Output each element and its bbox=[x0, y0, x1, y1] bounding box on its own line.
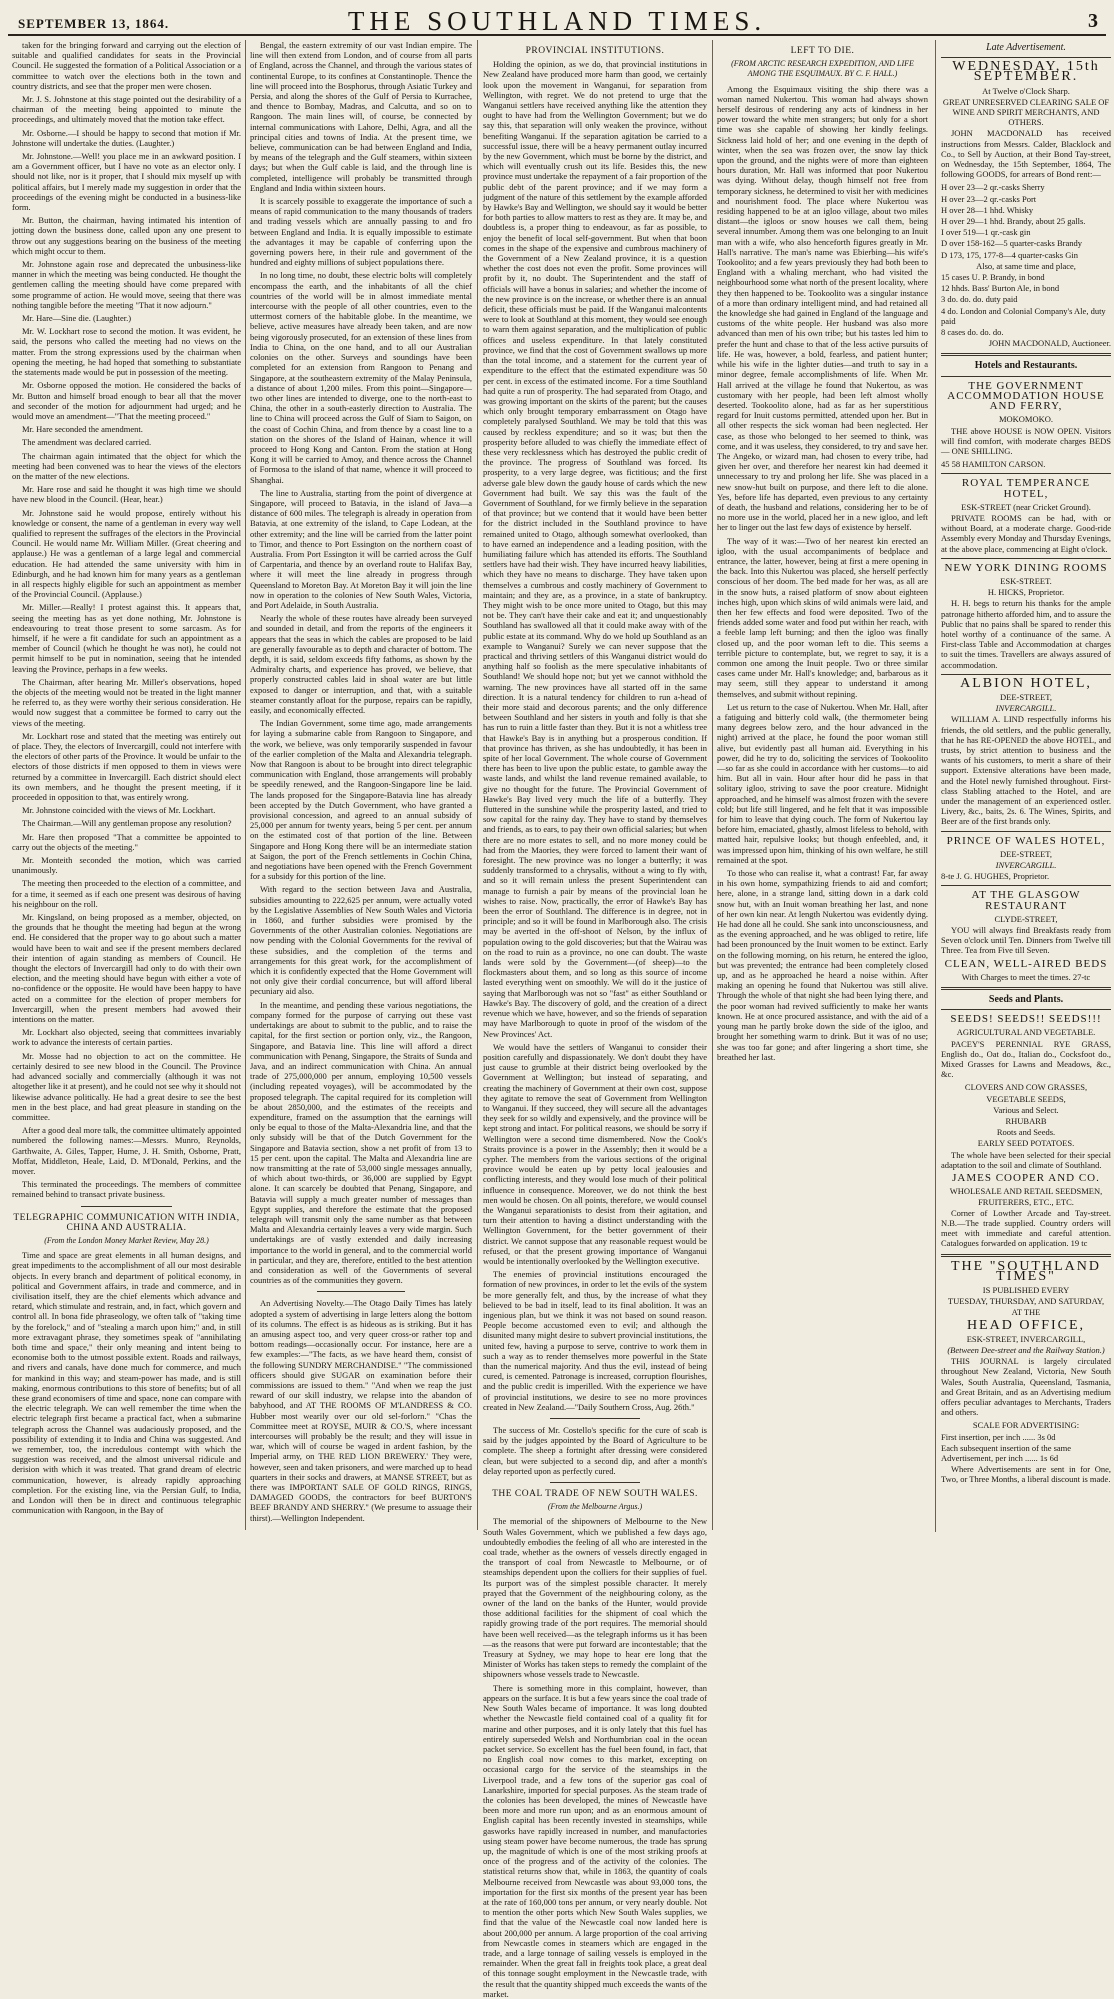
ad-body: The whole have been selected for their special adaptation to the soil and climate of Southland. bbox=[941, 1149, 1111, 1170]
ad-line: ESK-STREET, INVERCARGILL, bbox=[966, 1333, 1086, 1344]
ad-signature: JOHN MACDONALD, Auctioneer. bbox=[988, 338, 1111, 349]
paragraph: It is scarcely possible to exaggerate the importance of such a means of rapid communication to the many thousands of traders and trading vessels which are annually passing to and fro between England and India. It is equally impossible to estimate the advantages it may be capable of conferring upon the governing powers here, in their rule and government of the hundred and eighty millions of subject populations there. bbox=[250, 196, 472, 268]
ad-item: 15 cases U. P. Brandy, in bond bbox=[941, 272, 1045, 283]
column-1 bbox=[12, 40, 241, 1532]
paragraph: The amendment was declared carried. bbox=[22, 437, 152, 448]
paragraph: The Chairman.—Will any gentleman propose any resolution? bbox=[22, 818, 232, 829]
article-body bbox=[483, 1516, 707, 1999]
paragraph: Mr. J. S. Johnstone at this stage pointed out the desirability of a chairman of the meeting being appointed to minute the proceedings, and ultimately moved that the motion take effect. bbox=[12, 94, 241, 125]
meeting-report bbox=[12, 40, 241, 1200]
ad-town: INVERCARGILL. bbox=[995, 703, 1057, 714]
ad-place: ESK-STREET (near Cricket Ground). bbox=[961, 501, 1091, 512]
ad-line: VEGETABLE SEEDS, bbox=[986, 1093, 1066, 1104]
ad-signature: 45 58 HAMILTON CARSON. bbox=[941, 459, 1046, 470]
ad-items bbox=[941, 272, 1111, 337]
ad-time: At Twelve o'Clock Sharp. bbox=[982, 85, 1070, 96]
ad-body: Corner of Lowther Arcade and Tay-street. N.B.—The trade supplied. Country orders will meet with immediate and careful attention. Catalogues forwarded on application. 19 tc bbox=[941, 1207, 1111, 1249]
paragraph: Mr. W. Lockhart rose to second the motion. It was evident, he said, the persons who called the meeting had no views on the matter. From the strong expressions used by the chairman when opening the meeting, he had hoped that something to substantiate the statements made would be put in possession of the meeting. bbox=[12, 326, 241, 378]
divider bbox=[941, 558, 1111, 559]
ad-item: 4 do. London and Colonial Company's Ale, duty paid bbox=[941, 305, 1106, 326]
ad-line: (Between Dee-street and the Railway Station.) bbox=[947, 1344, 1105, 1355]
divider bbox=[550, 1418, 640, 1419]
ad-line: Roots and Seeds. bbox=[996, 1127, 1056, 1138]
article-source: (FROM ARCTIC RESEARCH EXPEDITION, AND LIFE AMONG THE ESQUIMAUX. BY C. F. HALL.) bbox=[731, 59, 914, 79]
paragraph: This terminated the proceedings. The members of committee remained behind to transact private business. bbox=[12, 1179, 241, 1200]
ad-heading: ROYAL TEMPERANCE HOTEL, bbox=[961, 477, 1091, 500]
paragraph: Nearly the whole of these routes have already been surveyed and sounded in detail, and from the reports of the engineers it appears that the seas in which the cables are proposed to be laid are generally favourable as to depth and character of bottom. The depth, it is said, seldom exceeds fifty fathoms, as shown by the Admiralty charts, and experience has proved, we believe, that properly constructed cables laid in shoal water are but little exposed to danger or interruption, and that, with a suitable steamer constantly afloat for the purpose, repairs can be rapidly, easily, and economically effected. bbox=[250, 613, 472, 715]
ad-body: WILLIAM A. LIND respectfully informs his friends, the old settlers, and the public generally, that he has RE-OPENED the above HOTEL, and trusts, by strict attention to business and the wants of his customers, to merit a share of their support. Extensive alterations have been made, and the Hotel newly furnished throughout. First-class Stabling attached to the Hotel, and are under the management of an experienced ostler. Livery, &c., baits, 2s. 6. The Wines, Spirits, and Beer are of the first brands only. bbox=[941, 714, 1111, 827]
ad-place: DEE-STREET, bbox=[999, 691, 1052, 702]
ad-item: D over 158-162—5 quarter-casks Brandy bbox=[941, 238, 1082, 249]
ad-body: JOHN MACDONALD has received instructions from Messrs. Calder, Blacklock and Co., to Sell by Auction, at their Bond Tay-street, on Wednesday, the 15th September, 1864, The following GOODS, for arrears of Bond rent:— bbox=[941, 128, 1111, 180]
paragraph: The chairman again intimated that the object for which the meeting had been convened was to hear the views of the electors on the matter of the new elections. bbox=[12, 450, 241, 481]
paragraph: Time and space are great elements in all human designs, and great impediments to the accomplishment of all our most desirable objects. In every branch and department of political economy, in political and Government affairs, in trade and commerce, and in civilisation itself, they are the chief elements which advance and retard, which stimulate and restrain, and, in fact, which govern and control all. In bona fide phraseology, we often talk of "taking time by the forelock," and of "stealing a march upon him;" and, in still more extravagant phrase, they sometimes speak of "annihilating both time and space," their only meaning and intent being to economise both to the utmost possible extent. Roads and railways, and rivers and canals, have done much for commerce, and much for mankind in this way; and steam-power has made, and is still making, enormous contributions to this store of benefits; but of all these grand economisers of time and space, none can compare with the electric telegraph. We can well remember the time when the electric telegraph first became a practical fact, when a submarine telegraph across the Channel was audaciously proposed, and the possibility of extending it to India and China was suggested. And we remember, too, the incredulous contempt with which the suggestion was received, and the almost universal ridicule and derision with which it was treated. That grand dream of electric communication, however, is already rapidly approaching completion. For the existing line, via the Persian Gulf, to India, and London will then be in direct and continuous telegraphic communication with Rangoon, in the Bay of bbox=[12, 1250, 241, 1516]
paragraph: The Chairman, after hearing Mr. Miller's observations, hoped the objects of the meeting would not be treated in the light manner he referred to, as they were worthy their serious consideration. He would now suggest that a committee be formed to carry out the views of the meeting. bbox=[12, 676, 241, 728]
column-3 bbox=[483, 40, 707, 1999]
paragraph: Mr. Osborne opposed the motion. He considered the backs of Mr. Button and himself broad enough to bear all that the mover and seconder of the motion for adjournment had urged; and he would move an amendment—"That the meeting proceed." bbox=[12, 380, 241, 421]
paragraph: Mr. Osborne.—I should be happy to second that motion if Mr. Johnstone will undertake the duties. (Laughter.) bbox=[12, 127, 241, 148]
paragraph: Mr. Kingsland, on being proposed as a member, objected, on the grounds that he thought the meeting had begun at the wrong end. He considered that the proper way to go about such a matter would have been to wait and see if the present members declared their intention of again standing as members of Council. He thought the electors of Invercargill had only to do with their own election, and the meeting should have begun with either a vote of no-confidence or the opposite. He would have been happy to have acted on a committee for the election of proper members for Invercargill, when the present members had avowed their intentions on the matter. bbox=[12, 912, 241, 1025]
ad-heading: PRINCE OF WALES HOTEL, bbox=[946, 834, 1106, 847]
paragraph: To those who can realise it, what a contrast! Far, far away in his own home, sympathizing friends to aid and comfort; here, alone, in a strange land, sitting down in a dark cold snow hut, with an Inuit woman breathing her last, and none of her own kin near. At length Nukertou was evidently dying. He had done all he could. She sank into unconsciousness, and as the evening approached, and he was obliged to retire, life had been pronounced by the Inuit women to be extinct. Early on the following morning, on his return, he entered the igloo, but was prevented; the entrance had been completely closed up, and as he approached he heard a noise within. After making an opening he found that Nukertou was still alive. Through the whole of that night she had been lying there, and the poor woman had revived sufficiently to make her wants known. He at once procured assistance, and with the aid of a young man he partly broke down the side of the igloo, and brought her something warm to drink. But it was of no use; she was too far gone; and after lingering a short time, she breathed her last. bbox=[717, 868, 928, 1062]
ad-place: MOKOMOKO. bbox=[998, 414, 1054, 425]
paragraph: taken for the bringing forward and carrying out the election of suitable and qualified candidates for seats in the Provincial Council. He suggested the formation of a Political Association or a committee to watch over the elections both in the town and country districts, and see that the proper men were chosen. bbox=[12, 40, 241, 91]
paragraph: Holding the opinion, as we do, that provincial institutions in New Zealand have produced more harm than good, we certainly look upon the movement in Wanganui, for separation from Wellington, with regret. We do not pretend to urge that the Wanganui settlers have received anything like the attention they ought to have had from the Wellington Government; but we do say this, that separation will only weaken the province, without benefiting Wanganui. If the separation agitation be carried to a successful issue, there will be a heavy permanent outlay incurred by the new Government, which must be borne by the district, and which will eventually crush out its life. Besides this, the new province must undertake the repayment of a fair proportion of the public debt of the parent province; and if we may form a judgment of the nature of this settlement by the example afforded by Hawke's Bay and Wellington, we should say it would be better for both parties to allow matters to rest as they are. It may be, and doubtless is, a proper thing to endeavour, as far as possible, to enjoy the benefit of local self-government. But when that boon comes in the shape of the expensive and cumbrous machinery of the Government of a New Zealand province, it is a question whether the cost does not even the profit. Some provinces will profit by it, no doubt. The Superintendent and the staff of officials will have a bonus in salaries; and whether the income of the new province is on the increase, or whether there is an annual deficit, these officials must be paid. If the Wanganui malcontents were to look at Southland at this moment, they would see enough to warn them against separation, and the multiplication of public offices and useless expenditure. In that lately constituted province, we find that the cost of Government swallows up more than the total income, and a statement for the current year of expenditure to the effect that the estimated expenditure was 50 per cent. in excess of the estimated income. For a time Southland had quite a run of prosperity. The had separated from Otago, and was growing important on the skirts of the parent; but the causes which only brought temporary embarrassment on Otago have completely paralysed Southland. We may be told that this was caused by reckless expenditure; and so it was; but then the prosperity before alluded to was chiefly the immediate effect of these very recklessness which has destroyed the public credit of the province. The progress of Southland was forced. Its prosperity, to a very large degree, was fictitious; and the first adverse gale blew down the gaudy house of cards which the new Government had built. We say this was the fault of the Government of Southland, for we firmly believe in the separation of that province; but we contend that it would have been better for the district included in the Southland province to have remained united to Otago, although somewhat overlooked, than to have earned an independence and a leading position, with the humiliating failure which has attended its efforts. The Southland settlers have had their wish. They have incurred heavy liabilities, which they have no means to discharge. They have taken upon themselves a cumbrous and costly machinery of Government to maintain; and they are, as a province, in a state of bankruptcy. They might wish to be once more united to Otago, but this may not be. They can't have their cake and eat it; and unquestionably Southland has swallowed all that it could make away with of the public estate at its command. Why do we hold up Southland as an example to Wanganui? Surely we can never suppose that the practical and thriving settlers of this Wanganui district would do anything half so foolish as the mere speculative inhabitants of Southland! We should hope not; but yet we cannot withhold the warning. The new provinces have all started off in the same direction. It is a natural tendency for children to run a-head of their more staid and decorous parents; and the only difference between Southland and her sisters in youth and folly is that she has run to ruin a little faster than they. But it is not a whitless tree that Hawke's Bay is in anything but a prosperous condition. If that province has thriven, as she has undoubtedly, it has been in spite of her local Government. The whole course of Government there has been to live upon the public estate, to gamble away the waste lands, and whilst the land revenue remained available, to give no thought for the future. The Provincial Government of Hawke's Bay lived very much the life of a butterfly. They fluttered in the sunshine while the prosperity lasted, and tried to sow capital for the rainy day. They have to stand by themselves and friends, as to ears, to pay their own official salaries; but when there are no more estates to sell, and no more money could be had from the Maories, they were forced to lament their want of foresight. The new province was no longer a butterfly; it was suddenly transformed to a chrysalis, without a wing to fly with, and so it will remain unless the present Superintendent can manage to furnish a pair by means of the provincial loan he wishes to raise. Now, practically, the error of Hawke's Bay has been the error of Southland. The difference is in degree, not in principle; and so it will be found in Marlborough also. The crisis may be averted in the off-shoot of Nelson, by the influx of population owing to the gold discoveries; but that the Wairau was on the road to ruin as a province, no one can doubt. The waste lands were sold by the Government—(of sheep)—to the flockmasters about them, and so long as this source of income lasted everything went on smoothly. We will do it the justice of saying that Marlborough was not so "fast" as either Southland or Hawke's Bay. The discovery of gold, and the creation of a direct revenue which we have, however, and so the friends of separation may have Marlborough to quote in proof of the wisdom of the New Provinces' Act. bbox=[483, 59, 707, 1039]
column-rule bbox=[712, 40, 713, 1530]
ad-line: TUESDAY, THURSDAY, AND SATURDAY, bbox=[947, 1296, 1105, 1307]
paragraph: Mr. Johnstone coincided with the views of Mr. Lockhart. bbox=[22, 805, 216, 816]
divider bbox=[941, 674, 1111, 675]
ad-subheading: WHOLESALE AND RETAIL SEEDSMEN, FRUITERERS, ETC., ETC. bbox=[949, 1186, 1103, 1207]
ad-item: 12 hhds. Bass' Burton Ale, in bond bbox=[941, 283, 1060, 294]
paragraph: An Advertising Novelty.—The Otago Daily Times has lately adopted a system of advertising in large letters along the bottom of its columns. The effect is as hideous as is striking. But it has an amusing aspect too, and very queer cross-or rather top and bottom readings—occasionally occur. For instance, here are a few examples:—"The facts, as we have heard them, consist of the following SUNDRY MERCHANDISE." "The commissioned officers should give SUGAR on examination before their commissions are issued to them." "And when we reap the just reward of our skill industry, we relapse into the abandon of babyhood, and AT THE ROOMS OF M'LANDRESS & CO. Hubber most wearily over our old sel-forlorn." "Chas the Committee meet at ROYSE, MUIR & CO.'S, where incessant intercourses will probably be the result; and they will issue in war, which will of course be waged in ardent fashion, by the Imperial army, on THE RED LION BREWERY.' They were, however, seen and taken prisoners, and were marched up to head quarters in their socks and drawers, at MANSE STREET, but as there was IMPORTANT SALE OF GOLD RINGS, RINGS, DAMAGED GOODS, the contractors for beef BURTON'S BEEF BRANDY AND SHERRY." (We presume to assuage their thirst).—Wellington Independent. bbox=[250, 1298, 472, 1523]
paragraph: The way of it was:—Two of her nearest kin erected an igloo, with the usual accompaniments of bedplace and entrance, the latter, however, being at first a mere opening in the back. Into this Nukertou was placed, she herself perfectly conscious of her doom. The bed made for her was, as all are in the snow huts, a raised platform of snow about eighteen inches high, upon which skins of wild animals were laid, and then her few effects and food were deposited. Two of the friends added some water and food put within her reach, with a feeble lamp left burning; and then the igloo was finally closed up, and the poor woman left to die. This seems a terrible picture to contemplate, but, we regret to say, it is a common one among the Inuit people. Two or three similar cases came under Mr. Hall's knowledge; and, barbarous as it may seem, still they appear to understand it among themselves, and submit without repining. bbox=[717, 535, 928, 699]
paragraph: The success of Mr. Costello's specific for the cure of scab is said by the judges appointed by the Board of Agriculture to be complete. The sheep a fortnight after dressing were considered clean, but were subjected to a second dip, and after a month's delay reported upon as perfectly cured. bbox=[483, 1425, 707, 1476]
ad-heading: AT THE GLASGOW RESTAURANT bbox=[971, 889, 1081, 912]
divider bbox=[941, 473, 1111, 474]
ad-place: CLYDE-STREET, bbox=[994, 913, 1058, 924]
ad-item: 8 cases do. do. do. bbox=[941, 327, 1004, 338]
ad-line: EARLY SEED POTATOES. bbox=[977, 1138, 1075, 1149]
divider bbox=[941, 376, 1111, 377]
paragraph: After a good deal more talk, the committee ultimately appointed numbered the following names:—Messrs. Munro, Reynolds, Garthwaite, A. Giles, Tapper, Hume, J. H. Smith, Osborne, Pratt, Moffat, Middleton, Heale, Laid, D. M'Donald, Perkins, and the mover. bbox=[12, 1125, 241, 1176]
masthead bbox=[8, 4, 1106, 36]
paragraph: The memorial of the shipowners of Melbourne to the New South Wales Government, which we published a few days ago, undoubtedly embodies the feeling of all who are interested in the coal trade, whether as the owners of vessels directly engaged in the transport of coal from Newcastle to Melbourne, or of steamships dependent upon the colliers for their supplies of fuel. Its purport was of the simplest possible character. It merely prayed that the Government of the neighbouring colony, as the owner of the land on the banks of the Hunter, would provide those additional facilities for the shipment of coal which the rapidly growing trade of the port requires. The memorial should have been well received—as the telegraph informs us it has been—as the reasons that were put forward are incontestable; that the Treasury at Sydney, we may hope to hear ere long that the Minister of Works has taken steps to remedy the complaint of the shipowners whose vessels trade to Newcastle. bbox=[483, 1516, 707, 1680]
paragraph: The enemies of provincial institutions encouraged the formation of new provinces, in order to let the evils of the system be more generally felt, and thus, by the increase of what they believed to be bad in itself, lead to its final abolition. It was an ingenious plan, but we think it was not based on sound reason. People become accustomed even to evil; and although the disunited many might desire to subvert provincial institutions, the united few, having a purpose to serve, contrive to work them in such a way as to render themselves more powerful in the State than the numerical majority. And thus the evil, instead of being cured, is cemented. Patronage is increased, corruption flourishes, and the public credit is imperilled. With the experience we have of provincial institutions, we desire to see no more provinces created in New Zealand.—"Daily Southern Cross, Aug. 26th." bbox=[483, 1269, 707, 1412]
ad-line: CLOVERS AND COW GRASSES, bbox=[964, 1082, 1088, 1093]
ad-body: Where Advertisements are sent in for One, Two, or Three Months, a liberal discount is made. bbox=[941, 1464, 1111, 1485]
ad-date: WEDNESDAY, 15th SEPTEMBER. bbox=[952, 59, 1100, 85]
paragraph: Mr. Button, the chairman, having intimated his intention of jotting down the business done, called upon any one present to throw out any suggestions bearing on the business of the meeting which might occur to them. bbox=[12, 215, 241, 256]
paragraph: Mr. Hare rose and said he thought it was high time we should have new blood in the Council. (Hear, hear.) bbox=[12, 484, 241, 505]
article-headline: TELEGRAPHIC COMMUNICATION WITH INDIA, CHINA AND AUSTRALIA. bbox=[13, 1212, 240, 1233]
divider bbox=[941, 1009, 1111, 1010]
divider bbox=[941, 987, 1111, 990]
paragraph: Mr. Lockhart rose and stated that the meeting was entirely out of place. They, the electors of Invercargill, could not interfere with the electors of other parts of the Province. It would be unfair to the electors of those districts if men opposed to them in views were returned by a committee in Invercargill. Each district should elect its own members, and he thought the present meeting, if it proceeded in opposition to that, was entirely wrong. bbox=[12, 730, 241, 803]
section-heading: Hotels and Restaurants. bbox=[974, 360, 1078, 372]
ad-place: ESK-STREET. bbox=[1000, 575, 1052, 586]
divider bbox=[317, 1291, 406, 1292]
ad-item: I over 519—1 qr.-cask gin bbox=[941, 227, 1031, 238]
article-source: (From the London Money Market Review, May 28.) bbox=[44, 1235, 209, 1245]
ad-item: Each subsequent insertion of the same Advertisement, per inch ...... 1s 6d bbox=[941, 1442, 1072, 1463]
paragraph: With regard to the section between Java and Australia, subsidies amounting to 222,625 per annum, were actually voted by the Legislative Assemblies of New South Wales and Victoria in 1860, and further subsidies were promised by the Governments of the other Australian colonies. Negotiations are now pending with the Colonial Governments for the revival of these subsidies, and the completion of the terms and arrangements for this great work, for the accomplishment of which it is confidently expected that the Home Government will not only give their cordial concurrence, but will afford liberal pecuniary aid also. bbox=[250, 884, 472, 997]
ad-line: Various and Select. bbox=[993, 1104, 1059, 1115]
ad-item: First insertion, per inch ...... 3s 0d bbox=[941, 1431, 1056, 1442]
ad-body: THE above HOUSE is NOW OPEN. Visitors will find comfort, with moderate charges BEDS — ONE SHILLING. bbox=[941, 425, 1111, 456]
paragraph: Mr. Monteith seconded the motion, which was carried unanimously. bbox=[12, 855, 241, 876]
ad-heading: THE "SOUTHLAND TIMES" bbox=[951, 1258, 1101, 1284]
ad-item: H over 28—1 hhd. Whisky bbox=[941, 204, 1034, 215]
ad-item: D 173, 175, 177-8—4 quarter-casks Gin bbox=[941, 249, 1078, 260]
column-4 bbox=[717, 40, 928, 1532]
ad-items bbox=[941, 1432, 1111, 1464]
ad-heading: HEAD OFFICE, bbox=[966, 1317, 1086, 1333]
paragraph: There is something more in this complaint, however, than appears on the surface. It is but a few years since the coal trade of New South Wales became of importance. It was long doubted whether the Newcastle field contained coal of a quality fit for marine and other purposes, and it is only lately that this fuel has entirely superseded Welsh and Northumbrian coal in the ocean packet service. So excellent has the fuel been found, in fact, that no English coal now comes to this market, excepting on occasional cargo for the service of the steamships in the Liverpool trade, and a few tons of the superior gas coal of Lanarkshire, imported for special purposes. As the steam trade of the colonies has been developed, the mines of Newcastle have been more and more run upon; and as an enormous amount of English capital has been recently invested in steamships, while gasworks have rapidly increased in number, and manufactories using steam power have become numerous, the trade has sprung up, the magnitude of which is one of the most striking proofs at once of the progress and of the activity of the colonies. The statistical returns show that, while in 1863, the quantity of coals Melbourne received from Newcastle was about 93,000 tons, the importation for the first six months of the present year has been at the rate of 160,000 tons per annum, or very nearly double. Not to mention the other ports which New South Wales supplies, we find that the value of the Newcastle coal now landed here is about 200,000 per annum. A large proportion of the coal arriving from Newcastle comes in steamers which are engaged in the trade, and a large tonnage of sailing vessels is employed in the remainder. When the great fall in freights took place, a great deal of this tonnage sought employment in the Newcastle trade, with the result that the quantity shipped much exceeds the wants of the market. bbox=[483, 1682, 707, 1999]
ad-line: RHUBARB bbox=[1005, 1116, 1047, 1127]
column-rule bbox=[477, 40, 478, 1530]
article-headline: THE COAL TRADE OF NEW SOUTH WALES. bbox=[492, 1489, 698, 1500]
ad-body: PACEY'S PERENNIAL RYE GRASS, English do., Oat do., Italian do., Cocksfoot do., Mixed Grasses for Lawns and Meadows, &c., &c. bbox=[941, 1038, 1111, 1080]
ad-item: H over 23—2 qr.-casks Port bbox=[941, 193, 1037, 204]
paragraph: We would have the settlers of Wanganui to consider their position carefully and dispassionately. We don't doubt they have just cause to grumble at their district being overlooked by the Government at Wellington; but instead of separating, and creating the machinery of Government at their own cost, suppose they agitate to remove the seat of Government from Wellington to Wanganui. If they succeed, they will secure all the advantages they seek for so wildly and expensively, and the province will be kept strong and intact. For political reasons, we should be sorry if Wellington were a second time dismembered. Now the Cook's Straits province is a power in the Assembly; then it would be a cypher. The members from the various sections of the original province would be eaten up by petty local jealousies and conflicting interests, and they would lose much of their political influence in consequence. Moreover, we do not think the best men would be chosen. On all points, therefore, we would counsel the Wanganui separationists to desist from their agitation, and turn their attention to having a distinct understanding with the Wellington Government, for the better government of their district. We cannot suppose that any reasonable request would be refused, or that the present growing importance of Wanganui would be intentionally overlooked by the Wellington executive. bbox=[483, 1041, 707, 1266]
divider bbox=[941, 885, 1111, 886]
ad-heading: ALBION HOTEL, bbox=[960, 675, 1092, 691]
article-headline: PROVINCIAL INSTITUTIONS. bbox=[525, 46, 665, 56]
ad-place: DEE-STREET, bbox=[999, 848, 1052, 859]
ad-subheading: AGRICULTURAL AND VEGETABLE. bbox=[956, 1027, 1096, 1038]
paragraph: The Indian Government, some time ago, made arrangements for laying a submarine cable from Rangoon to Singapore, and the work, we believe, was only temporarily suspended in favour of the earlier completion of the Malta and Alexandria telegraph. Now that Rangoon is about to be brought into direct telegraphic communication with England, those arrangements will probably be speedily renewed, and the Rangoon-Singapore line be laid. The lands proposed for the Singapore-Batavia line has already been accepted by the Dutch Government, who have granted a provisional concession, and agreed to an annual subsidy of 25,000 per annum for twenty years, being 5 per cent. per annum on the estimated cost of that portion of the line. Between Singapore and Hong Kong there will be an intermediate station at Saigon, the port of the French settlements in Cochin China, and negotiations have been opened with the French Government for a subsidy for this portion of the line. bbox=[250, 718, 472, 882]
paragraph: Mr. Miller.—Really! I protest against this. It appears that, seeing the meeting has as yet done nothing, Mr. Johnstone is endeavouring to treat those present to some sarcasm. As for himself, if he were a fit candidate for such an appointment as a member of Council (which he thought he was not), he could not permit himself to be put in nomination, seeing that he intended leaving the Province, perhaps in a few weeks. bbox=[12, 602, 241, 674]
issue-date: SEPTEMBER 13, 1864. bbox=[18, 16, 170, 31]
ad-body: PRIVATE ROOMS can be had, with or without Board, at a moderate charge. Good-ride Assembly every Monday and Thursday Evenings, at the above place, commencing at Eight o'clock. bbox=[941, 512, 1111, 554]
ad-body: H. H. begs to return his thanks for the ample patronage hitherto afforded him, and to assure the Public that no pains shall be spared to render this hotel worthy of a continuance of the same. A First-class Table and Accommodation at charges to suit the times. Travellers are always assured of accommodation. bbox=[941, 598, 1111, 670]
article-body bbox=[483, 59, 707, 1412]
ad-item: H over 29—1 hhd. Brandy, about 25 galls. bbox=[941, 216, 1086, 227]
ad-proprietor: H. HICKS, Proprietor. bbox=[987, 587, 1065, 598]
ad-subheading: GREAT UNRESERVED CLEARING SALE OF WINE AND SPIRIT MERCHANTS, AND OTHERS. bbox=[942, 96, 1110, 128]
ad-note: With Charges to meet the times. 27-tc bbox=[961, 971, 1091, 982]
ad-item: H over 23—2 qr.-casks Sherry bbox=[941, 182, 1045, 193]
paragraph: Mr. Lockhart also objected, seeing that committees invariably work to advance the interests of certain parties. bbox=[12, 1027, 241, 1048]
ad-heading: JAMES COOPER AND CO. bbox=[952, 1172, 1100, 1185]
article-body bbox=[250, 40, 472, 1285]
ad-items bbox=[941, 182, 1111, 259]
paragraph: Let us return to the case of Nukertou. When Mr. Hall, after a fatiguing and bitterly cold walk, (the thermometer being many degrees below zero, and the hour advanced in the night) arrived at the place, he found the poor woman still alive, but evidently past all human aid. Everything in his power, did he try to do, soliciting the services of Tookoolito—so far as she could in accordance with her customs—to aid him. But all in vain. Hour after hour did he pass in that solitary igloo, striving to save the poor creature. Midnight approached, and he himself was almost frozen with the severe cold; but life still lingered, and he felt that it was impossible for him to leave that dying couch. The form of Nukertou lay before him, emaciated, ghastly, almost lifeless to behold, with matted hair, repulsive looks; but though enfeebled, and, it was impressed upon him, thinking of his own welfare, he still remained at the spot. bbox=[717, 701, 929, 865]
ad-line: AT THE bbox=[1011, 1307, 1041, 1318]
page-number: 3 bbox=[1088, 10, 1098, 32]
paragraph: The line to Australia, starting from the point of divergence at Singapore, will proceed to Batavia, in the island of Java—a distance of 600 miles. The telegraph is already in operation from Batavia, at one extremity of the island, to Cape Lodean, at the other extremity; and the line will be carried from the latter point to Timor, and thence to Port Essington on the northern coast of Australia. From Port Essington it will be carried across the Gulf of Carpentaria, and thence by an overland route to Halifax Bay, where it will meet the line already in progress through Queensland to Moreton Bay. At Moreton Bay it will join the line now in operation to the colonies of New South Wales, Victoria, and Port Adelaide, in South Australia. bbox=[250, 487, 472, 610]
divider bbox=[81, 1206, 173, 1207]
advertising-novelty-paragraph bbox=[250, 1298, 472, 1522]
paragraph: The meeting then proceeded to the election of a committee, and for a time, it seemed as if each one present was desirous of having his neighbour on the roll. bbox=[12, 878, 241, 909]
paragraph: Mr. Hare seconded the amendment. bbox=[22, 424, 143, 435]
section-heading: Late Advertisement. bbox=[986, 42, 1066, 53]
ad-body: THIS JOURNAL is largely circulated throughout New Zealand, Victoria, New South Wales, South Australia, Queensland, Tasmania, and Great Britain, and as an Advertising medium offers peculiar advantages to Merchants, Traders and others. bbox=[941, 1356, 1111, 1418]
paragraph: Mr. Hare—Sine die. (Laughter.) bbox=[22, 313, 132, 324]
paragraph: Mr. Hare then proposed "That a committee be appointed to carry out the objects of the meeting." bbox=[12, 831, 241, 852]
paragraph: In the meantime, and pending these various negotiations, the company formed for the purpose of carrying out these vast undertakings are about to submit to the public, and to raise the capital, for the first section or portion only, viz., the Rangoon, Singapore, and Batavia line. This line will afford a direct communication with Penang, Singapore, the Straits of Sunda and Java, and an indirect communication with China. An annual trade of 275,000,000 per annum, employing 10,500 vessels (including repeated voyages), will be accommodated by the proposed telegraph. The capital required for its completion will be about 2850,000, and the estimates of the receipts and expenditure, framed on the assumption that the earnings will only be equal to those of the Malta-Alexandria line, and that the only subsidy will be that of the Dutch Government for the Singapore and Batavia section, show a net profit of from 13 to 15 per cent. upon the capital. The Malta and Alexandria line are now transmitting at the rate of 53,000 single messages annually, of which about two-thirds, or 36,000 are supplied by Egypt alone. It can scarcely be doubted that Penang, Singapore, and Batavia will supply a much greater number of messages than Egypt supplies, and therefore the estimate that the proposed telegraph will transmit only the same number as that between Malta and Alexandria certainly leaves a very wide margin. Such undertakings are of vastly extended and daily increasing importance to the world in general, and to the commercial world in particular, and they are, therefore, entitled to the best attention and consideration as well of the Governments of several countries as of the communities they govern. bbox=[250, 999, 472, 1286]
ad-heading: NEW YORK DINING ROOMS bbox=[944, 561, 1108, 574]
article-source: (From the Melbourne Argus.) bbox=[547, 1502, 643, 1512]
article-body bbox=[12, 1250, 241, 1515]
ad-line: IS PUBLISHED EVERY bbox=[982, 1284, 1070, 1295]
ad-heading: THE GOVERNMENT ACCOMMODATION HOUSE AND FERRY, bbox=[947, 379, 1105, 413]
ad-heading: CLEAN, WELL-AIRED BEDS bbox=[944, 957, 1108, 970]
article-body bbox=[717, 84, 928, 1062]
article-headline: LEFT TO DIE. bbox=[790, 46, 855, 56]
ad-also: Also, at same time and place, bbox=[976, 260, 1076, 271]
divider bbox=[941, 57, 1111, 58]
paragraph: Mr. Johnstone.—Well! you place me in an awkward position. I am a Government officer, but I have no vote as an elector only. I should not like, nor is it proper, that I should mix myself up with political affairs, but I merely made my suggestion in order that the proceedings of the evening might be conducted in a business-like form. bbox=[12, 151, 241, 213]
column-2 bbox=[250, 40, 472, 1532]
news-paragraph bbox=[483, 1425, 707, 1476]
ad-body: YOU will always find Breakfasts ready from Seven o'clock until Ten. Dinners from Twelve till Three. Tea from Five till Seven. bbox=[941, 925, 1111, 956]
ad-item: 3 do. do. do. duty paid bbox=[941, 294, 1018, 305]
divider bbox=[941, 831, 1111, 832]
section-heading: Seeds and Plants. bbox=[988, 994, 1064, 1006]
column-rule bbox=[245, 40, 246, 1530]
ad-proprietor: 8-te J. G. HUGHES, Proprietor. bbox=[941, 871, 1050, 882]
paragraph: In no long time, no doubt, these electric bolts will completely encompass the earth, and the inhabitants of all the chief countries of the world will be in almost immediate mental intercourse with the people of all other countries, even to the uttermost corners of the habitable globe. In the meantime, we believe, active measures have already been taken, and are now being vigorously prosecuted, for an extension of these lines from India to China, on the one hand, and to all our Australian colonies on the other. Surveys and soundings have been completed for an extension from Rangoon to Penang and Singapore, at the southeastern extremity of the Malay Peninsula, a distance of about 1,200 miles. From this point—Singapore—two other lines are intended to diverge, one to the north-east to China, the other in a south-easterly direction to Australia. The line to China will proceed across the Gulf of Siam to Saigon, on the coast of Cochin China, and from thence by a coast line to a station on the shores of the Island of Hainan, whence it will proceed to Hong Kong and Canton. From the station at Hong Kong it will be carried to Amoy, and thence across the Channel of Formosa to the island of that name, whence it will proceed to Shanghai. bbox=[250, 270, 472, 485]
paragraph: Mr. Johnstone again rose and deprecated the unbusiness-like manner in which the meeting was being conducted. He thought the gentlemen calling the meeting should have come prepared with some programme of action. He would move, seeing that there was nothing tangible before the meeting "That it now adjourn." bbox=[12, 259, 241, 310]
paragraph: Mr. Johnstone said he would propose, entirely without his knowledge or consent, the name of a gentleman in every way well qualified to represent the suffrages of the electors in the Provincial Council. He would name Mr. William Miller. (Great cheering and applause.) He was a gentleman of a large legal and commercial education. He had attended the same university with him in Edinburgh, and he had known him for many years as a gentleman in all respects highly eligible for such an appointment as member of the Provincial Council. (Applause.) bbox=[12, 507, 241, 600]
newspaper-title: THE SOUTHLAND TIMES. bbox=[347, 6, 767, 36]
paragraph: Among the Esquimaux visiting the ship there was a woman named Nukertou. This woman had always shown herself desirous of rendering any acts of kindness in her power toward the white men strangers; but only for a short time was she capable of showing her kindly feelings. Sickness laid hold of her; and one evening in the depth of winter, when the sea was frozen over, the snow lay thick upon the ground, and the nights were of more than eighteen hours duration, Mr. Hall was informed that poor Nukertou was dying. Without delay, though himself not free from temporary sickness, he determined to visit her with medicines and nourishment food. The place where Nukertou was residing happened to be at an igloo village, about two miles distant—the igloos or snow houses we call them, being several innumber. Among them was one belonging to an Inuit man with a wife, who also henceforth figures greatly in Mr. Hall's narrative. The man's name was Ebierbing—his wife's Tookoolito; and a few years previously they had both been to England with a whaling merchant, who had visited the neighbourhood some what north of the present locality, where they then happened to be. Tookoolito was a singular instance of a more than ordinary intelligent mind, and had retained all the knowledge she had gained in England of the language and customs of the white people. Her husband was also more advanced than men of his own tribe; but his tastes led him to prefer the hunt and chase to that of the less active pursuits of life. He was, however, a bold, fearless, and patient hunter; while his wife in the lighter duties—and truth to say in a minor degree, female accomplishments of life. When Mr. Hall arrived at the village he found that Nukertou, as was customary with her people, had been left almost wholly deserted. Tookoolito alone, had as far as her superstitious regard for Inuit customs permitted, attended upon her. But in all other respects the sick woman had been neglected. Her case, as those who belonged to her seemed to think, was come, and it was useless, they considered, to try and save her. The Angeko, or wizard man, had chosen to every tribe, had given her over, and therefore her nearest kin had deemed it unnecessary to try and prolong her life. She was placed in a new snow-hut built on purpose, and there left to die alone. Yes, before life has departed, even previous to any certainty of death, the husband and relations, considering her to be of no more use in the world, placed her in a new igloo, and left her to linger out the last few days of existence by herself. bbox=[717, 83, 928, 533]
divider bbox=[941, 353, 1111, 356]
ad-town: INVERCARGILL. bbox=[995, 860, 1057, 871]
ad-subheading: SCALE FOR ADVERTISING: bbox=[972, 1420, 1080, 1431]
advertisements-column bbox=[935, 40, 1111, 1532]
ad-heading: SEEDS! SEEDS!! SEEDS!!! bbox=[950, 1013, 1102, 1026]
paragraph: Bengal, the eastern extremity of our vast Indian empire. The line will then extend from London, and of course from all parts of England, across the Channel, and through the various states of continental Europe, to its confines at Constantinople. Thence the line will proceed into the Bosphorus, through Asiatic Turkey and Persia, and along the shores of the Gulf of Persia to Kurrachee, and thence to Bombay, Madras, and Calcutta, and so on to Rangoon. The main lines will, of course, be connected by internal communications with Lahore, Delhi, Agra, and all the principal cities and towns of India. At the present time, we believe, communication can be had between England and India, by means of the telegraph and the Gulf steamers, within sixteen days; but when the Gulf cable is laid, and the through line is completed, intelligence will probably be transmitted through England and India within sixteen hours. bbox=[250, 40, 472, 193]
divider bbox=[941, 1254, 1111, 1257]
divider bbox=[550, 1482, 640, 1483]
paragraph: Mr. Mosse had no objection to act on the committee. He certainly desired to see new blood in the Council. The Province had advanced socially and commercially (although it was not altogether like it at present), and he could not see why it should not likewise advance politically. He had a great desire to see the best men in the best place, and had great pleasure in standing on the committee. bbox=[12, 1050, 241, 1122]
